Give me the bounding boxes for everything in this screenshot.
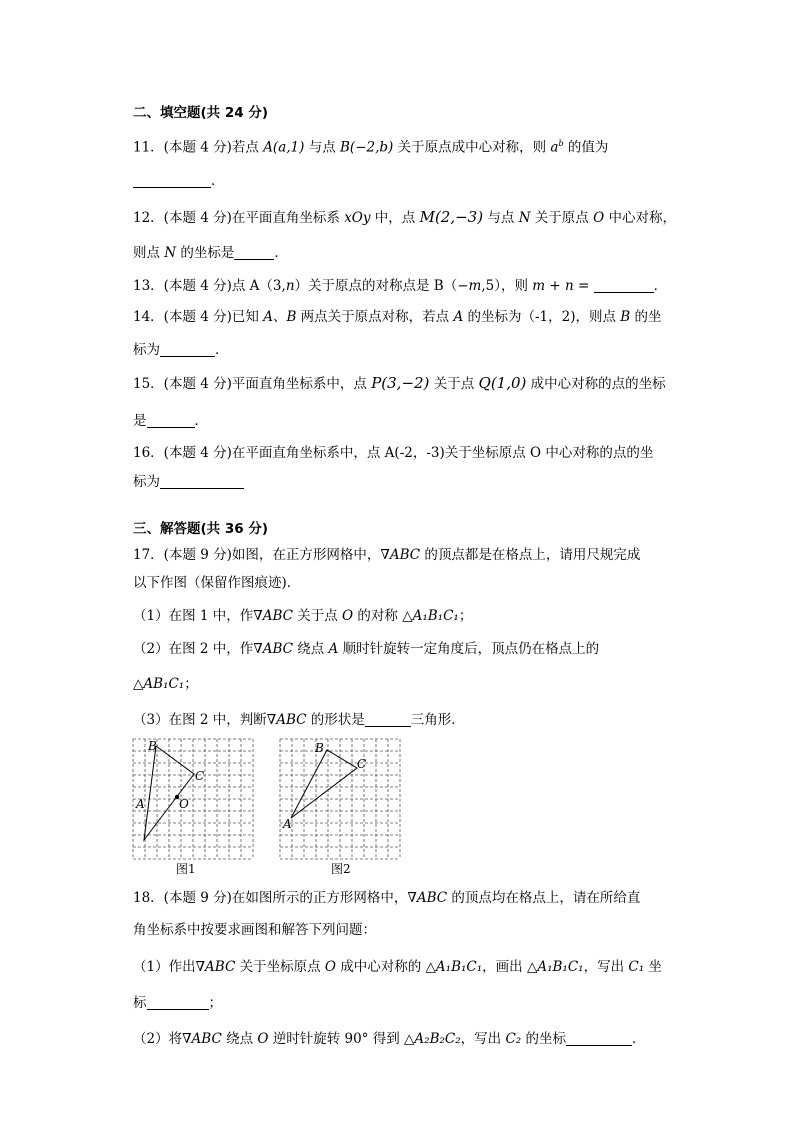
q14-text: 两点关于原点对称，若点: [296, 309, 454, 325]
figure-1-grid: [132, 738, 254, 860]
q18-text: 关于坐标原点: [235, 959, 325, 975]
q13-text: ,5），则: [481, 278, 533, 294]
question-15-cont: [133, 412, 208, 430]
q13-var-m: m: [532, 278, 546, 294]
q17-text: ；: [458, 608, 473, 624]
q11-exponent: b: [558, 139, 564, 148]
question-17-part2: [133, 640, 599, 658]
q17-triangle: ∇ABC: [380, 547, 421, 563]
q18-triangle: ∇ABC: [407, 890, 448, 906]
q17-text: （1）在图 1 中，作: [133, 608, 254, 624]
question-11: [133, 135, 608, 157]
q13-var-m: m: [468, 278, 482, 294]
label-o: O: [179, 797, 189, 811]
q18-text: （1）作出: [133, 959, 196, 975]
q18-triangle-2: △A₂B₂C₂: [404, 1031, 461, 1047]
question-17: [133, 546, 640, 564]
q18-text: 的顶点均在格点上，请在所给直: [447, 890, 641, 906]
question-14: [133, 308, 662, 326]
label-a: A: [283, 817, 292, 831]
q17-text: 关于点: [292, 608, 343, 624]
answer-blank[interactable]: [594, 278, 654, 293]
q16-text: 标为: [133, 474, 160, 490]
q18-point-c1: C₁: [628, 959, 645, 975]
answer-blank[interactable]: [365, 712, 411, 727]
q12-text: 中心对称，: [604, 210, 676, 226]
q14-tail: ．: [215, 342, 229, 358]
q15-text: 是: [133, 413, 147, 429]
q17-triangle: ∇ABC: [253, 641, 293, 657]
q18-text: ，写出: [583, 959, 629, 975]
q14-text: 、: [272, 309, 287, 325]
label-c: C: [195, 769, 205, 783]
q12-point-m: M(2,−3): [419, 208, 484, 226]
label-b: B: [315, 741, 324, 755]
q12-text: 中，点: [370, 210, 420, 226]
answer-blank[interactable]: [160, 474, 244, 489]
question-11-answer: [133, 172, 225, 190]
question-14-cont: [133, 341, 229, 359]
q11-point-b: B(−2,b): [340, 139, 394, 156]
question-13: [133, 277, 667, 295]
q14-text: 的坐标为（-1，2)，则点: [463, 309, 621, 325]
question-17-part2-cont: [133, 675, 198, 693]
question-16: 16．(本题 4 分)在平面直角坐标系中，点 A(-2，-3)关于坐标原点 O 中心对称的点的坐: [133, 445, 654, 461]
q17-text: 的对称: [353, 608, 403, 624]
label-a: A: [136, 797, 145, 811]
question-17-cont: 以下作图（保留作图痕迹)．: [133, 575, 301, 591]
q17-text: 17．(本题 9 分)如图，在正方形网格中，: [133, 547, 381, 563]
question-18-part2: [133, 1030, 646, 1048]
q12-origin: O: [593, 210, 605, 226]
q13-var-n: n: [565, 278, 574, 294]
q15-text: 关于点: [429, 376, 479, 392]
q14-text: 的坐: [630, 309, 662, 325]
q18-triangle: ∇ABC: [195, 959, 236, 975]
q17-text: 三角形．: [410, 712, 465, 728]
q18-text: ，写出: [460, 1031, 506, 1047]
q18-text: 绕点: [221, 1031, 258, 1047]
answer-blank[interactable]: [160, 342, 215, 357]
q14-text: 14．(本题 4 分)已知: [133, 309, 264, 325]
q13-text: ）关于原点的对称点是 B（−: [294, 278, 469, 294]
q18-point-o: O: [324, 959, 336, 975]
q13-var-n: n: [285, 278, 295, 294]
q17-text: 的形状是: [306, 712, 365, 728]
q18-triangle-1: △A₁B₁C₁: [425, 959, 483, 975]
question-16-cont: [133, 473, 244, 491]
answer-blank[interactable]: [147, 413, 195, 428]
question-12: [133, 208, 676, 227]
answer-blank[interactable]: [147, 995, 209, 1010]
q18-text: ；: [208, 995, 222, 1011]
answer-blank[interactable]: [234, 245, 274, 260]
question-18-part1: [133, 958, 662, 976]
q15-text: 15．(本题 4 分)平面直角坐标系中，点: [133, 376, 372, 392]
figure-2-caption: 图2: [331, 862, 351, 876]
q18-text: ，画出: [482, 959, 527, 975]
label-c: C: [357, 757, 367, 771]
q17-text: 顺时针旋转一定角度后，顶点仍在格点上的: [338, 641, 600, 657]
answer-blank[interactable]: [133, 173, 211, 188]
question-18: [133, 889, 640, 907]
q11-base: a: [550, 139, 559, 156]
q18-text: 坐: [644, 959, 662, 975]
q14-text: 标为: [133, 342, 160, 358]
q18-point-c2: C₂: [505, 1031, 522, 1047]
q17-triangle-1: △A₁B₁C₁: [402, 608, 459, 624]
q11-text: 的值为: [563, 139, 609, 156]
q12-text: 12．(本题 4 分)在平面直角坐标系: [133, 210, 345, 226]
q12-system: xOy: [344, 210, 371, 226]
q17-triangle: ∇ABC: [253, 608, 293, 624]
q14-point-b: B: [620, 309, 631, 325]
q11-tail: ．: [211, 173, 225, 189]
q18-point-o: O: [257, 1031, 269, 1047]
q13-text: =: [573, 278, 594, 294]
grid-lines: [133, 739, 253, 859]
triangle-abc: [291, 750, 357, 818]
q15-tail: ．: [194, 413, 208, 429]
section-title-answer: 三、解答题(共 36 分): [133, 521, 269, 537]
q11-text: 与点: [304, 139, 340, 156]
q17-text: （2）在图 2 中，作: [133, 641, 254, 657]
question-18-part1-cont: [133, 994, 222, 1012]
q12-point-n: N: [164, 245, 177, 261]
section-title-fill-blank: 二、填空题(共 24 分): [133, 105, 269, 121]
q18-text: 的坐标: [521, 1031, 567, 1047]
grid-lines: [280, 739, 400, 859]
q18-text: 标: [133, 995, 147, 1011]
q12-text: 与点: [483, 210, 519, 226]
question-15: [133, 374, 666, 393]
q18-text: （2）将: [133, 1031, 183, 1047]
q18-text: 成中心对称的: [335, 959, 426, 975]
q12-tail: ．: [274, 245, 288, 261]
q12-text: 则点: [133, 245, 165, 261]
q17-point-a: A: [328, 641, 339, 657]
q13-tail: ．: [653, 278, 668, 294]
q12-point-n: N: [518, 210, 531, 226]
q15-point-q: Q(1,0): [478, 374, 527, 392]
q15-text: 成中心对称的点的坐标: [526, 376, 666, 392]
q17-triangle-rotated: △AB₁C₁: [133, 676, 185, 692]
question-17-part3: [133, 711, 465, 729]
q17-point-o: O: [342, 608, 354, 624]
answer-blank[interactable]: [566, 1031, 632, 1046]
q13-text: +: [545, 278, 565, 294]
q12-text: 关于原点: [530, 210, 594, 226]
q11-text: 关于原点成中心对称，则: [393, 139, 551, 156]
q18-triangle-1: △A₁B₁C₁: [526, 959, 584, 975]
q18-text: 逆时针旋转 90° 得到: [268, 1031, 405, 1047]
q13-text: 13．(本题 4 分)点 A（3,: [133, 278, 286, 294]
q17-text: （3）在图 2 中，判断: [133, 712, 267, 728]
q11-text: 11．(本题 4 分)若点: [133, 139, 264, 156]
q17-triangle: ∇ABC: [266, 712, 307, 728]
figure-2-grid: [279, 738, 401, 860]
q14-point-a: A: [263, 309, 273, 325]
q14-point-b: B: [286, 309, 297, 325]
q14-point-a: A: [453, 309, 464, 325]
q17-text: 绕点: [292, 641, 329, 657]
figure-1-caption: 图1: [176, 862, 196, 876]
label-b: B: [148, 739, 157, 753]
q18-text: ．: [632, 1031, 646, 1047]
q17-text: ；: [184, 676, 198, 692]
q12-text: 的坐标是: [176, 245, 235, 261]
q18-text: 18．(本题 9 分)在如图所示的正方形网格中，: [133, 890, 408, 906]
q18-triangle: ∇ABC: [182, 1031, 222, 1047]
q17-text: 的顶点都是在格点上，请用尺规完成: [420, 547, 641, 563]
q11-point-a: A(a,1): [263, 139, 305, 156]
question-17-part1: [133, 607, 472, 625]
question-18-cont: 角坐标系中按要求画图和解答下列问题：: [133, 922, 376, 938]
question-12-cont: [133, 244, 288, 262]
q15-point-p: P(3,−2): [371, 374, 430, 392]
